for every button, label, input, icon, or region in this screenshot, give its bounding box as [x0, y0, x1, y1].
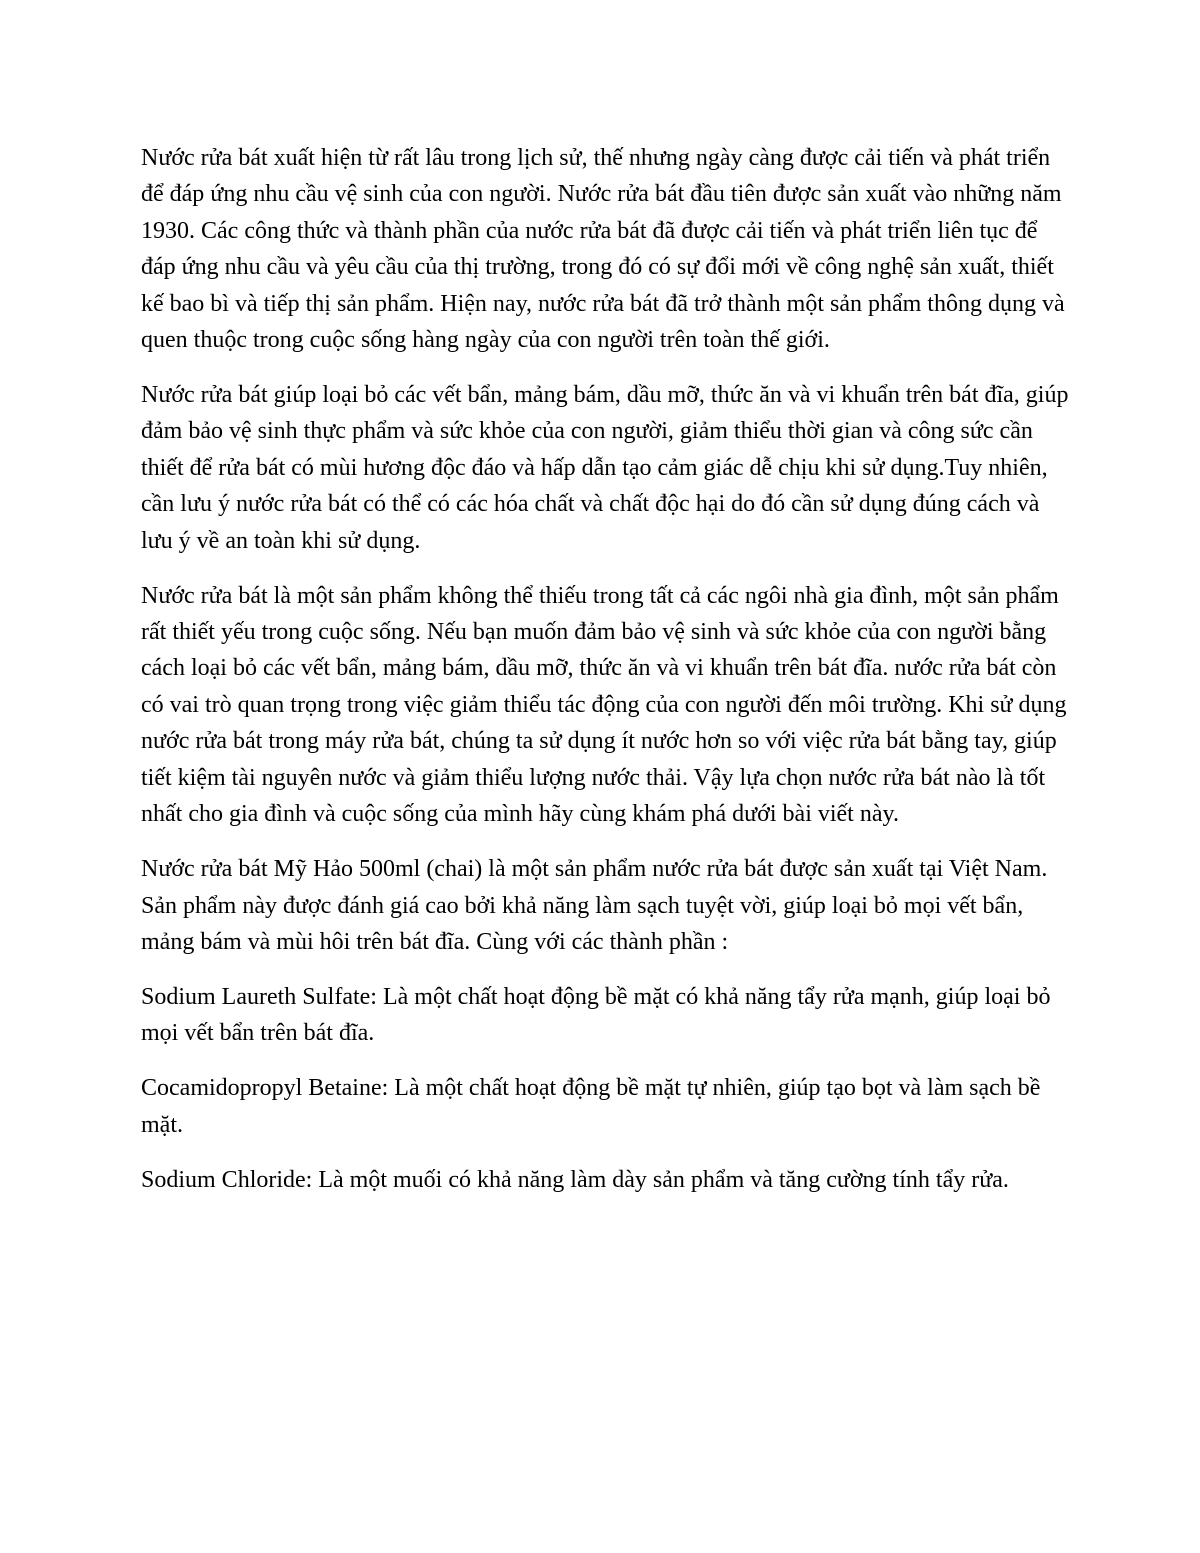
paragraph-product-intro: Nước rửa bát Mỹ Hảo 500ml (chai) là một sản phẩm nước rửa bát được sản xuất tại Việt Nam. Sản phẩm này được đánh giá cao bởi khả năng làm sạch tuyệt vời, giúp loại bỏ mọi vết bẩn, mảng bám và mùi hôi trên bát đĩa. Cùng với các thành phần :	[141, 856, 1048, 955]
paragraph-history: Nước rửa bát xuất hiện từ rất lâu trong lịch sử, thế nhưng ngày càng được cải tiến và phát triển để đáp ứng nhu cầu vệ sinh của con người. Nước rửa bát đầu tiên được sản xuất vào những năm 1930. Các công thức và thành phần của nước rửa bát đã được cải tiến và phát triển liên tục để đáp ứng nhu cầu và yêu cầu của thị trường, trong đó có sự đổi mới về công nghệ sản xuất, thiết kế bao bì và tiếp thị sản phẩm. Hiện nay, nước rửa bát đã trở thành một sản phẩm thông dụng và quen thuộc trong cuộc sống hàng ngày của con người trên toàn thế giới.	[141, 145, 1065, 354]
paragraph-ingredient-cocamidopropyl-betaine: Cocamidopropyl Betaine: Là một chất hoạt động bề mặt tự nhiên, giúp tạo bọt và làm sạch bề mặt.	[141, 1075, 1041, 1138]
paragraph-benefits: Nước rửa bát giúp loại bỏ các vết bẩn, mảng bám, dầu mỡ, thức ăn và vi khuẩn trên bát đĩa, giúp đảm bảo vệ sinh thực phẩm và sức khỏe của con người, giảm thiểu thời gian và công sức cần thiết để rửa bát có mùi hương độc đáo và hấp dẫn tạo cảm giác dễ chịu khi sử dụng.Tuy nhiên, cần lưu ý nước rửa bát có thể có các hóa chất và chất độc hại do đó cần sử dụng đúng cách và lưu ý về an toàn khi sử dụng.	[141, 382, 1069, 554]
document-body	[141, 140, 1071, 1217]
paragraph-ingredient-sodium-laureth-sulfate: Sodium Laureth Sulfate: Là một chất hoạt động bề mặt có khả năng tẩy rửa mạnh, giúp loại bỏ mọi vết bẩn trên bát đĩa.	[141, 983, 1051, 1047]
paragraph-ingredient-sodium-chloride: Sodium Chloride: Là một muối có khả năng làm dày sản phẩm và tăng cường tính tẩy rửa.	[141, 1166, 1009, 1193]
paragraph-importance: Nước rửa bát là một sản phẩm không thể thiếu trong tất cả các ngôi nhà gia đình, một sản phẩm rất thiết yếu trong cuộc sống. Nếu bạn muốn đảm bảo vệ sinh và sức khỏe của con người bằng cách loại bỏ các vết bẩn, mảng bám, dầu mỡ, thức ăn và vi khuẩn trên bát đĩa. nước rửa bát còn có vai trò quan trọng trong việc giảm thiểu tác động của con người đến môi trường. Khi sử dụng nước rửa bát trong máy rửa bát, chúng ta sử dụng ít nước hơn so với việc rửa bát bằng tay, giúp tiết kiệm tài nguyên nước và giảm thiểu lượng nước thải. Vậy lựa chọn nước rửa bát nào là tốt nhất cho gia đình và cuộc sống của mình hãy cùng khám phá dưới bài viết này.	[141, 582, 1067, 828]
